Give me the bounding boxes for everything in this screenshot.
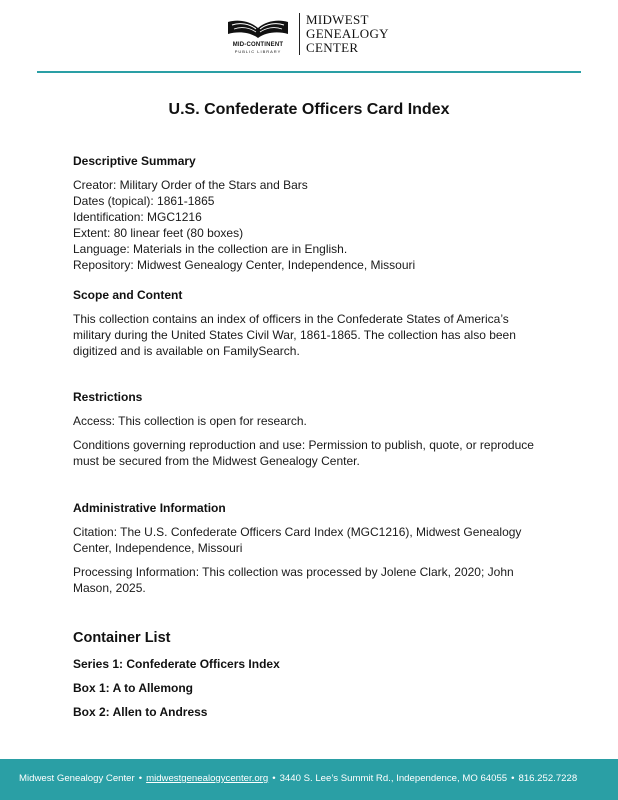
container-list-heading: Container List [73,630,171,646]
mid-continent-logo [222,16,294,56]
repository-line: Repository: Midwest Genealogy Center, Independence, Missouri [73,258,416,272]
creator-line: Creator: Military Order of the Stars and Bars [73,178,308,192]
box-item: Box 1: A to Allemong [73,681,193,695]
header-rule [37,71,581,73]
conditions-line: must be secured from the Midwest Genealogy Center. [73,454,360,468]
citation-text [73,524,553,556]
scope-line: military during the United States Civil War, 1861-1865. The collection has also been [73,328,516,342]
footer-org: Midwest Genealogy Center [19,773,135,784]
descriptive-summary-body [73,177,553,273]
scope-heading: Scope and Content [73,288,183,302]
conditions-text [73,437,553,469]
scope-line: This collection contains an index of officers in the Confederate States of America’s [73,312,509,326]
footer-content [19,773,577,784]
identification-line: Identification: MGC1216 [73,210,202,224]
page-title: U.S. Confederate Officers Card Index [168,101,450,118]
footer-address: 3440 S. Lee’s Summit Rd., Independence, MO 64055 [279,773,508,784]
footer-phone: 816.252.7228 [518,773,578,784]
logo-text-center: CENTER [306,40,359,55]
processing-text [73,564,553,596]
midwest-genealogy-logo [306,13,389,55]
conditions-line: Conditions governing reproduction and use: Permission to publish, quote, or reproduce [73,438,534,452]
descriptive-summary-heading: Descriptive Summary [73,154,196,168]
processing-line: Processing Information: This collection was processed by Jolene Clark, 2020; John [73,565,514,579]
page-footer [0,759,618,800]
open-book-icon [226,16,290,40]
access-line: Access: This collection is open for research. [73,414,307,428]
extent-line: Extent: 80 linear feet (80 boxes) [73,226,244,240]
scope-line: digitized and is available on FamilySearch. [73,344,300,358]
footer-separator: • [272,773,276,784]
processing-line: Mason, 2025. [73,581,146,595]
language-line: Language: Materials in the collection are in English. [73,242,348,256]
restrictions-heading: Restrictions [73,390,143,404]
citation-line: Citation: The U.S. Confederate Officers Card Index (MGC1216), Midwest Genealogy [73,525,522,539]
access-text [73,413,553,429]
page-header [0,0,618,72]
logo-text-mid-continent: MID-CONTINENT [232,42,284,48]
footer-separator: • [511,773,515,784]
citation-line: Center, Independence, Missouri [73,541,243,555]
administrative-heading: Administrative Information [73,501,226,515]
footer-separator: • [138,773,143,784]
dates-line: Dates (topical): 1861-1865 [73,194,215,208]
box-item: Box 2: Allen to Andress [73,705,208,719]
logo-text-public-library: PUBLIC LIBRARY [234,49,282,54]
logo-divider [299,13,300,55]
scope-body [73,311,553,359]
footer-website-link[interactable]: midwestgenealogycenter.org [146,773,269,784]
series-label: Series 1: Confederate Officers Index [73,657,280,671]
logo-text-midwest: MIDWEST [306,12,369,27]
logo-text-genealogy: GENEALOGY [306,26,389,41]
